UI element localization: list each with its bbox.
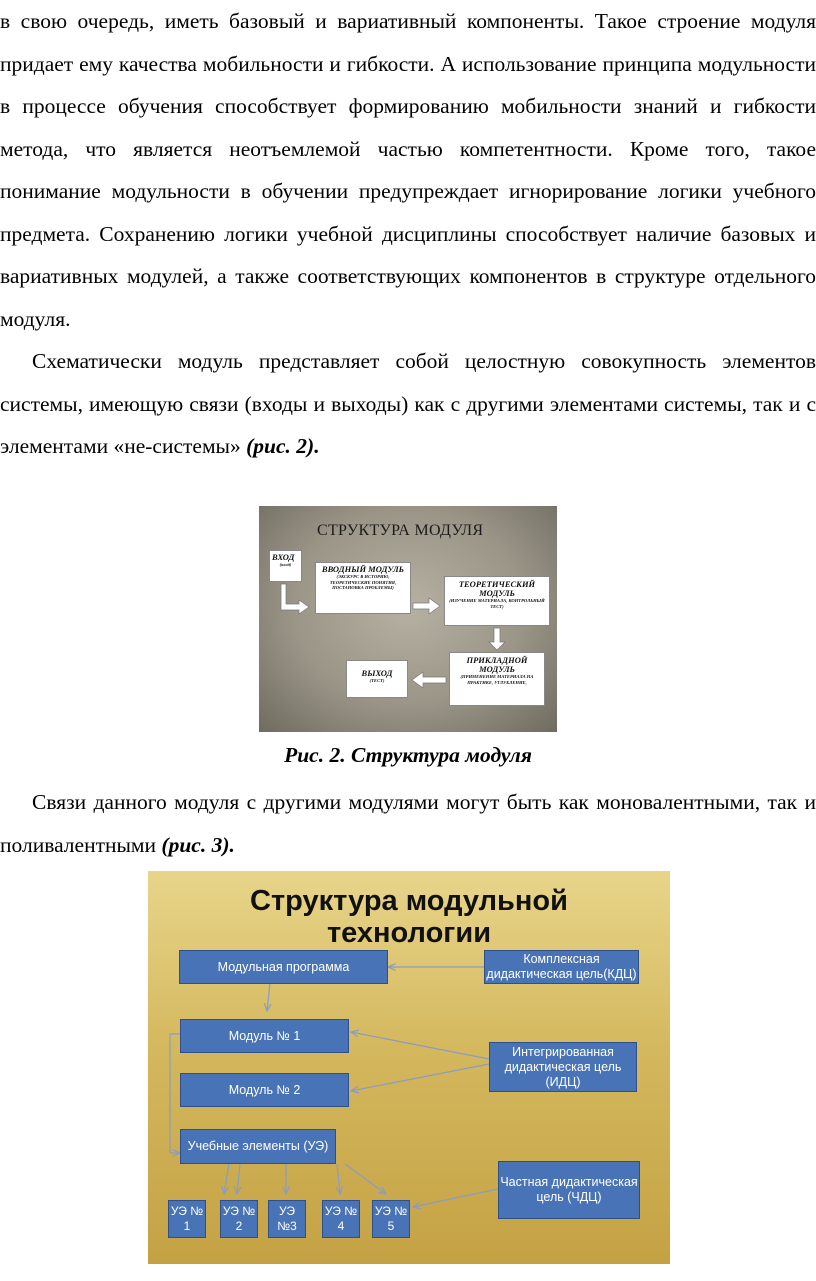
- module-2-box: Модуль № 2: [180, 1073, 349, 1107]
- input-subtitle: (вход): [279, 562, 292, 567]
- output-title: ВЫХОД: [361, 668, 393, 678]
- connector-elements-to-ue5: [345, 1164, 386, 1194]
- ue-5-box: УЭ № 5: [372, 1200, 410, 1238]
- figure-3-modular-technology: [148, 871, 670, 1264]
- paragraph-3: [0, 781, 816, 866]
- connector-elements-to-ue1: [224, 1164, 229, 1194]
- modular-program-box: Модульная программа: [179, 950, 388, 984]
- ue-4-box: УЭ № 4: [322, 1200, 360, 1238]
- ue-3-box: УЭ №3: [268, 1200, 306, 1238]
- arrow-applied-to-output: [412, 672, 446, 688]
- figure-2-caption: Рис. 2. Структура модуля: [284, 743, 532, 767]
- paragraph-2: [0, 340, 816, 468]
- connector-idc-to-module1: [351, 1032, 489, 1059]
- figure-2-title: СТРУКТУРА МОДУЛЯ: [317, 522, 484, 539]
- theory-module-title: ТЕОРЕТИЧЕСКИЙ МОДУЛЬ: [458, 579, 536, 598]
- ue-1-box: УЭ № 1: [168, 1200, 206, 1238]
- arrow-theory-to-applied: [489, 628, 505, 650]
- connector-idc-to-module2: [351, 1064, 489, 1091]
- text-block-2: [0, 781, 816, 866]
- integrated-goal-box: Интегрированная дидактическая цель (ИДЦ): [489, 1042, 637, 1092]
- connector-module1-to-elements: [170, 1034, 180, 1153]
- connector-elements-to-ue2: [237, 1164, 240, 1194]
- connector-program-to-module1: [267, 983, 270, 1011]
- figure-3-title-line-1: Структура модульной: [250, 885, 568, 917]
- paragraph-2-text: Схематически модуль представляет собой целостную совокупность элементов системы, имеющую связи (входы и выходы) как с другими элементами системы, так и с элементами «не-системы»: [0, 349, 816, 458]
- complex-goal-box: Комплексная дидактическая цель(КДЦ): [484, 950, 639, 984]
- text-block-1: [0, 0, 816, 468]
- intro-module-title: ВВОДНЫЙ МОДУЛЬ: [321, 564, 405, 574]
- applied-module-subtitle: (ПРИМЕНЕНИЕ МАТЕРИАЛА НА ПРАКТИКЕ, УГЛУБЛЕНИЕ,: [460, 674, 534, 685]
- paragraph-3-text: Связи данного модуля с другими модулями могут быть как моновалентными, так и поливалентными: [0, 790, 816, 857]
- paragraph-1: в свою очередь, иметь базовый и вариативный компоненты. Такое строение модуля придает ему качества мобильности и гибкости. А использование принципа модульности в процессе обучения способствует формированию мобильности знаний и гибкости метода, что является неотъемлемой частью компетентности. Кроме того, такое понимание модульности в обучении предупреждает игнорирование логики учебного предмета. Сохранению логики учебной дисциплины способствует наличие базовых и вариативных модулей, а также соответствующих компонентов в структуре отдельного модуля.: [0, 9, 816, 331]
- arrow-input-to-intro: [281, 584, 309, 614]
- learning-elements-box: Учебные элементы (УЭ): [180, 1129, 336, 1164]
- applied-module-title: ПРИКЛАДНОЙ МОДУЛЬ: [466, 655, 528, 674]
- ue-2-box: УЭ № 2: [220, 1200, 258, 1238]
- arrow-intro-to-theory: [413, 598, 440, 614]
- figure-2-reference: (рис. 2).: [246, 434, 320, 458]
- figure-3-title-line-2: технологии: [326, 917, 492, 949]
- theory-module-subtitle: (ИЗУЧЕНИЕ МАТЕРИАЛА, КОНТРОЛЬНЫЙ ТЕСТ): [449, 598, 545, 609]
- intro-module-subtitle: (ЭКСКУРС В ИСТОРИЮ, ТЕОРЕТИЧЕСКИЕ ПОНЯТИЯ, ПОСТАНОВКА ПРОБЛЕМЫ): [329, 574, 397, 590]
- connector-elements-to-ue4: [337, 1164, 340, 1194]
- connector-chdc-to-ue5: [413, 1189, 498, 1207]
- output-subtitle: (ТЕСТ): [369, 678, 385, 683]
- input-title: ВХОД: [272, 552, 295, 562]
- figure-2-module-structure: [259, 506, 557, 732]
- partial-goal-box: Частная дидактическая цель (ЧДЦ): [498, 1161, 640, 1219]
- figure-2-arrows: [259, 506, 557, 732]
- module-1-box: Модуль № 1: [180, 1019, 349, 1053]
- figure-3-reference: (рис. 3).: [161, 832, 235, 857]
